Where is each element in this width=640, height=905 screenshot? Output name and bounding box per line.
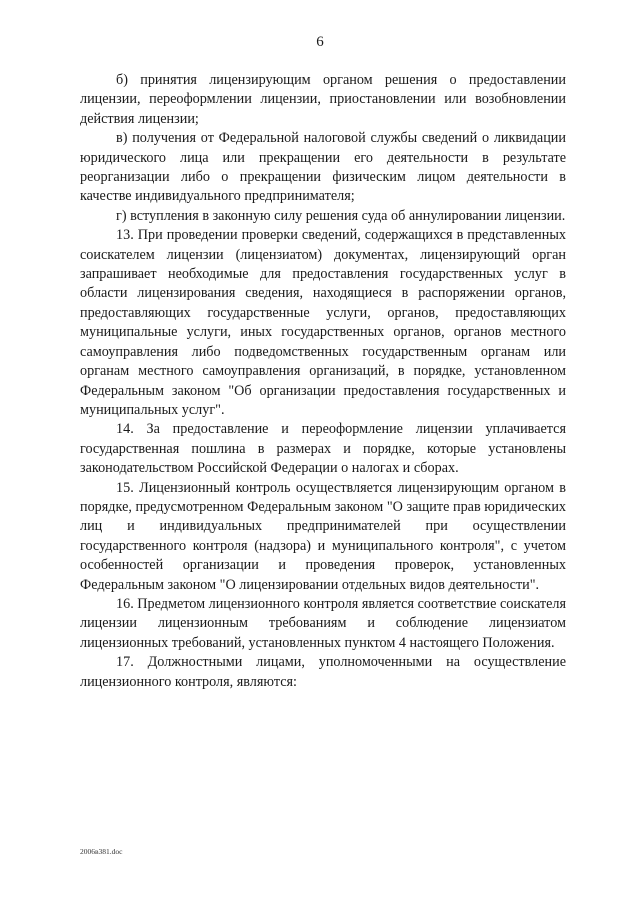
paragraph-15: 15. Лицензионный контроль осуществляется лицензирующим органом в порядке, предусмотренном Федеральным законом "О защите прав юридических лиц и индивидуальных предпринимателей при осуществлении государственного контроля (надзора) и муниципального контроля", с учетом особенностей организации и проведения проверок, установленных Федеральным законом "О лицензировании отдельных видов деятельности". xyxy=(80,479,566,593)
paragraph-16: 16. Предметом лицензионного контроля является соответствие соискателя лицензии лицензионным требованиям и соблюдение лицензиатом лицензионных требований, установленных пунктом 4 настоящего Положения. xyxy=(80,595,566,651)
document-body xyxy=(80,71,566,692)
paragraph-14: 14. За предоставление и переоформление лицензии уплачивается государственная пошлина в размерах и порядке, которые установлены законодательством Российской Федерации о налогах и сборах. xyxy=(80,421,566,477)
paragraph-v: в) получения от Федеральной налоговой службы сведений о ликвидации юридического лица или прекращении его деятельности в результате реорганизации либо о прекращении физическим лицом деятельности в качестве индивидуального предпринимателя; xyxy=(80,130,566,205)
paragraph-13: 13. При проведении проверки сведений, содержащихся в представленных соискателем лицензии (лицензиатом) документах, лицензирующий орган запрашивает необходимые для предоставления государственных услуг в области лицензирования сведения, находящиеся в распоряжении органов, предоставляющих государственные услуги, органов, предоставляющих муниципальные услуги, иных государственных органов, органов местного самоуправления либо подведомственных государственным органам или органам местного самоуправления организаций, в порядке, установленном Федеральным законом "Об организации предоставления государственных и муниципальных услуг". xyxy=(80,227,566,418)
paragraph-g: г) вступления в законную силу решения суда об аннулировании лицензии. xyxy=(116,207,566,224)
footer-file-code: 2006в381.doc xyxy=(80,847,123,856)
paragraph-b: б) принятия лицензирующим органом решения о предоставлении лицензии, переоформлении лицензии, приостановлении или возобновлении действия лицензии; xyxy=(80,72,566,127)
page-number: 6 xyxy=(316,34,324,50)
paragraph-17: 17. Должностными лицами, уполномоченными на осуществление лицензионного контроля, являются: xyxy=(80,654,566,690)
